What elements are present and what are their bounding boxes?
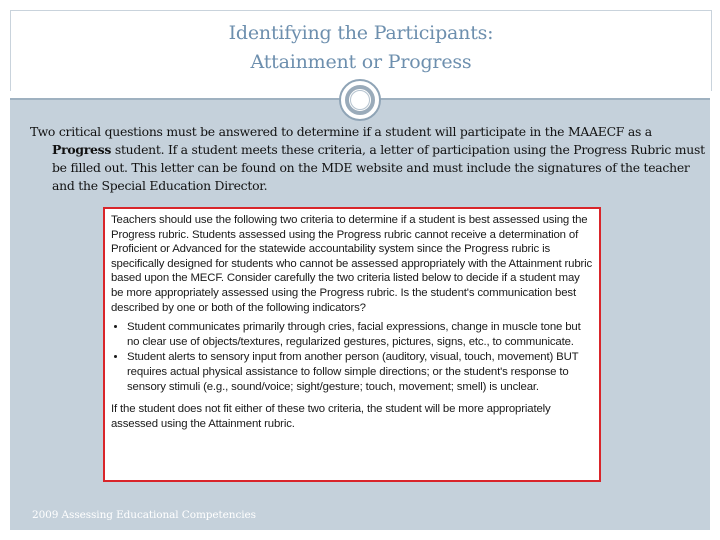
body-text-part-2: student. If a student meets these criteria, a letter of participation using the Progress Rubric must be filled out. This letter can be found on the MDE website and must include the signatures of the teacher and the Special Education Director. (52, 142, 705, 193)
criteria-excerpt-box (103, 207, 601, 482)
body-text-part-1: Two critical questions must be answered to determine if a student will participate in the MAAECF as a (30, 124, 652, 139)
excerpt-closing: If the student does not fit either of these two criteria, the student will be more appropriately assessed using the Attainment rubric. (111, 403, 551, 430)
circle-emblem-icon (339, 79, 381, 121)
criteria-item-2: • Student alerts to sensory input from another person (auditory, visual, touch, movement) BUT requires actual physical assistance to follow simple directions; or the student's response to sensory stimuli (e.g., sound/voice; sight/gesture; touch, movement; smell) is unclear. (127, 350, 593, 394)
body-bold-term: Progress (52, 142, 112, 157)
slide-title (11, 19, 711, 77)
footer-text: 2009 Assessing Educational Competencies (32, 509, 256, 521)
criteria-item-1: • Student communicates primarily through cries, facial expressions, change in muscle tone but no clear use of objects/textures, regularized gestures, pictures, signs, etc., to communicate. (127, 320, 593, 349)
body-paragraph (30, 123, 712, 195)
excerpt-intro: Teachers should use the following two criteria to determine if a student is best assessed using the Progress rubric. Students assessed using the Progress rubric cannot receive a determination of Proficient or Advanced for the statewide accountability system since the Progress rubric is specifically designed for students who cannot be assessed appropriately with the Attainment rubric based upon the MECF. Consider carefully the two criteria listed below to decide if a student may be more appropriately assessed using the Progress rubric. Is the student's communication best described by one or both of the following indicators? (111, 214, 593, 314)
slide-title-line-1: Identifying the Participants: (228, 22, 494, 44)
criteria-list (111, 320, 593, 394)
slide-title-line-2: Attainment or Progress (250, 51, 472, 73)
